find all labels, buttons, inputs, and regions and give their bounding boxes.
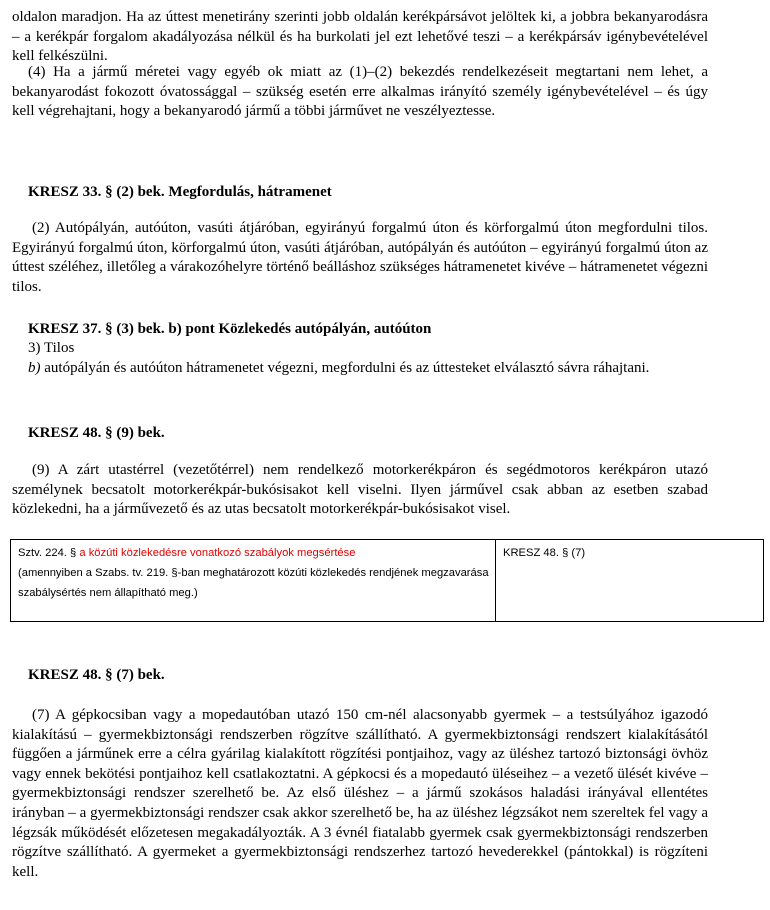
table-row	[11, 540, 764, 622]
item-b-text: autópályán és autóúton hátramenetet végezni, megfordulni és az úttesteket elválasztó sávra ráhajtani.	[40, 360, 650, 376]
heading-kresz-37: KRESZ 37. § (3) bek. b) pont Közlekedés autópályán, autóúton	[28, 321, 432, 337]
table-cell-left	[11, 540, 496, 622]
paragraph-kresz-33-2: (2) Autópályán, autóúton, vasúti átjáróban, egyirányú forgalmú úton és körforgalmú úton megfordulni tilos. Egyirányú forgalmú úton, körforgalmú úton, vasúti átjáróban, autópályán és autóúton – egyirányú forgalmú úton az úttest széléhez, illetőleg a várakozóhelyre történő beálláshoz szükséges hátramenetet kivéve – hátramenetet végezni tilos.	[12, 220, 708, 295]
heading-kresz-48-7: KRESZ 48. § (7) bek.	[28, 667, 165, 683]
paragraph-kresz-48-9: (9) A zárt utastérrel (vezetőtérrel) nem rendelkező motorkerékpáron és segédmotoros kerékpáron utazó személynek becsatolt motorkerékpár-bukósisakot kell viselni. Ilyen járművel csak abban az esetben szabad közlekedni, ha a járművezető és az utas becsatolt motorkerékpár-bukósisakot visel.	[12, 462, 708, 518]
ref-prefix: Sztv. 224. §	[18, 547, 80, 559]
item-b	[28, 359, 708, 379]
reference-table	[10, 539, 764, 622]
paragraph-kresz-48-7: (7) A gépkocsiban vagy a mopedautóban utazó 150 cm-nél alacsonyabb gyermek – a testsúlyához igazodó kialakítású – gyermekbiztonsági rendszerben rögzítve szállítható. A gyermekbiztonsági rendszert kialakításától függően a járműnek erre a célra gyárilag kialakított rögzítési pontjaihoz, vagy az üléshez tartozó biztonsági övhöz vagy ennek bekötési pontjaihoz kell csatlakoztatni. A gépkocsi és a mopedautó üléseihez – a vezető ülését kivéve – gyermekbiztonsági rendszer szerelhető be. Az első üléshez – a jármű szokásos haladási irányával ellentétes irányban – a gyermekbiztonsági rendszer csak akkor szerelhető be, ha az üléshez légzsákot nem szereltek fel vagy a légzsák működését előzetesen megakadályozták. A 3 évnél fiatalabb gyermek csak gyermekbiztonsági rendszerben rögzítve szállítható. A gyermeket a gyermekbiztonsági rendszerhez tartozó hevederekkel (pántokkal) is rögzíteni kell.	[12, 707, 708, 880]
ref-note: (amennyiben a Szabs. tv. 219. §-ban meghatározott közúti közlekedés rendjének megzavarása szabálysértés nem állapítható meg.)	[18, 567, 489, 599]
paragraph-continuation: oldalon maradjon. Ha az úttest menetirány szerinti jobb oldalán kerékpársávot jelöltek ki, a jobbra bekanyarodásra – a kerékpár forgalom akadályozása nélkül és ha burkolati jel ezt lehetővé teszi – a kerékpársáv igénybevételével kell felkészülni.	[12, 9, 708, 65]
subheading-tilos: 3) Tilos	[28, 340, 75, 356]
paragraph-4: (4) Ha a jármű méretei vagy egyéb ok miatt az (1)–(2) bekezdés rendelkezéseit megtartani nem lehet, a bekanyarodást fokozott óvatossággal – szükség esetén erre alkalmas irányító személy igénybevételével – és úgy kell végrehajtani, hogy a bekanyarodó jármű a többi járművet ne veszélyeztesse.	[12, 64, 708, 120]
table-cell-right: KRESZ 48. § (7)	[496, 540, 764, 622]
item-b-label: b)	[28, 360, 41, 376]
heading-kresz-33: KRESZ 33. § (2) bek. Megfordulás, hátramenet	[28, 184, 332, 200]
heading-kresz-48-9: KRESZ 48. § (9) bek.	[28, 425, 165, 441]
ref-red-text: a közúti közlekedésre vonatkozó szabályok megsértése	[79, 547, 356, 559]
